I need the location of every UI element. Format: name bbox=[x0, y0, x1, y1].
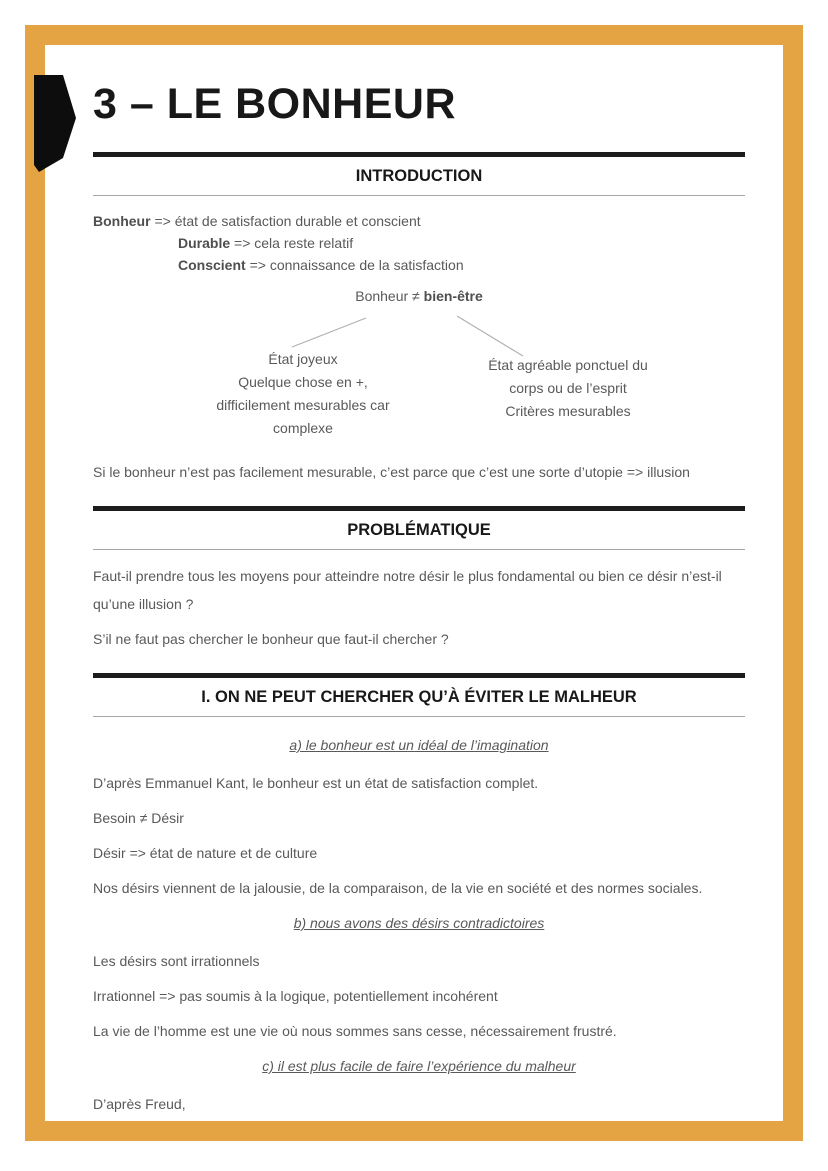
document-content bbox=[93, 76, 745, 1125]
section-heading-introduction: INTRODUCTION bbox=[355, 167, 483, 185]
definition-term: Irrationnel bbox=[93, 988, 156, 1004]
section-heading-problematique: PROBLÉMATIQUE bbox=[347, 521, 491, 539]
problematique-section bbox=[93, 506, 745, 653]
definition-term: Durable bbox=[178, 235, 231, 251]
definition-term: Conscient bbox=[178, 257, 246, 273]
diagram-right-line: Critères mesurables bbox=[505, 403, 631, 419]
paragraph: Nos désirs viennent de la jalousie, de la comparaison, de la vie en société et des normes sociales. bbox=[93, 880, 703, 896]
diagram-left-line: complexe bbox=[273, 420, 333, 436]
bookmark-icon bbox=[30, 71, 80, 175]
definition-term: Désir bbox=[93, 845, 126, 861]
paragraph: Besoin ≠ Désir bbox=[93, 810, 184, 826]
definition-block bbox=[93, 210, 745, 276]
diagram-right-line: État agréable ponctuel du bbox=[488, 357, 648, 373]
intro-conclusion-paragraph: Si le bonheur n’est pas facilement mesurable, c’est parce que c’est une sorte d’utopie => illusion bbox=[93, 464, 690, 480]
paragraph: Faut-il prendre tous les moyens pour atteindre notre désir le plus fondamental ou bien ce désir n’est-il qu’une illusion ? bbox=[93, 568, 722, 612]
definition-text: => cela reste relatif bbox=[234, 235, 354, 251]
diagram-right-branch bbox=[453, 354, 683, 423]
definition-irrationnel bbox=[93, 982, 745, 1010]
paragraph: La vie de l’homme est une vie où nous sommes sans cesse, nécessairement frustré. bbox=[93, 1023, 617, 1039]
paragraph: Les désirs sont irrationnels bbox=[93, 953, 260, 969]
definition-text: => état de nature et de culture bbox=[129, 845, 318, 861]
definition-conscient bbox=[93, 254, 745, 276]
section-heading-part1: I. ON NE PEUT CHERCHER QU’À ÉVITER LE MALHEUR bbox=[201, 688, 637, 706]
part1-section bbox=[93, 673, 745, 1118]
diagram-right-line: corps ou de l’esprit bbox=[509, 380, 627, 396]
subsection-heading-c: c) il est plus facile de faire l’expérience du malheur bbox=[262, 1058, 576, 1074]
definition-durable bbox=[93, 232, 745, 254]
definition-text: => état de satisfaction durable et conscient bbox=[154, 213, 421, 229]
definition-text: => connaissance de la satisfaction bbox=[249, 257, 464, 273]
diagram-left-line: État joyeux bbox=[268, 351, 338, 367]
diagram-left-branch bbox=[173, 348, 433, 440]
diagram-left-line: difficilement mesurables car bbox=[216, 397, 390, 413]
bonheur-bienetre-diagram bbox=[93, 286, 745, 458]
definition-term: Bonheur bbox=[93, 213, 151, 229]
diagram-label-bold: bien-être bbox=[423, 288, 483, 304]
page-title: 3 – LE BONHEUR bbox=[93, 80, 457, 128]
diagram-label-plain: Bonheur ≠ bbox=[355, 288, 420, 304]
definition-desir bbox=[93, 839, 745, 867]
diagram-left-line: Quelque chose en +, bbox=[238, 374, 368, 390]
subsection-heading-b: b) nous avons des désirs contradictoires bbox=[293, 915, 545, 931]
subsection-heading-a: a) le bonheur est un idéal de l’imagination bbox=[289, 737, 549, 753]
definition-bonheur bbox=[93, 210, 745, 232]
paragraph: D’après Freud, bbox=[93, 1096, 186, 1112]
paragraph: D’après Emmanuel Kant, le bonheur est un état de satisfaction complet. bbox=[93, 775, 539, 791]
introduction-section bbox=[93, 196, 745, 486]
paragraph: S’il ne faut pas chercher le bonheur que faut-il chercher ? bbox=[93, 631, 449, 647]
definition-text: => pas soumis à la logique, potentiellement incohérent bbox=[159, 988, 498, 1004]
